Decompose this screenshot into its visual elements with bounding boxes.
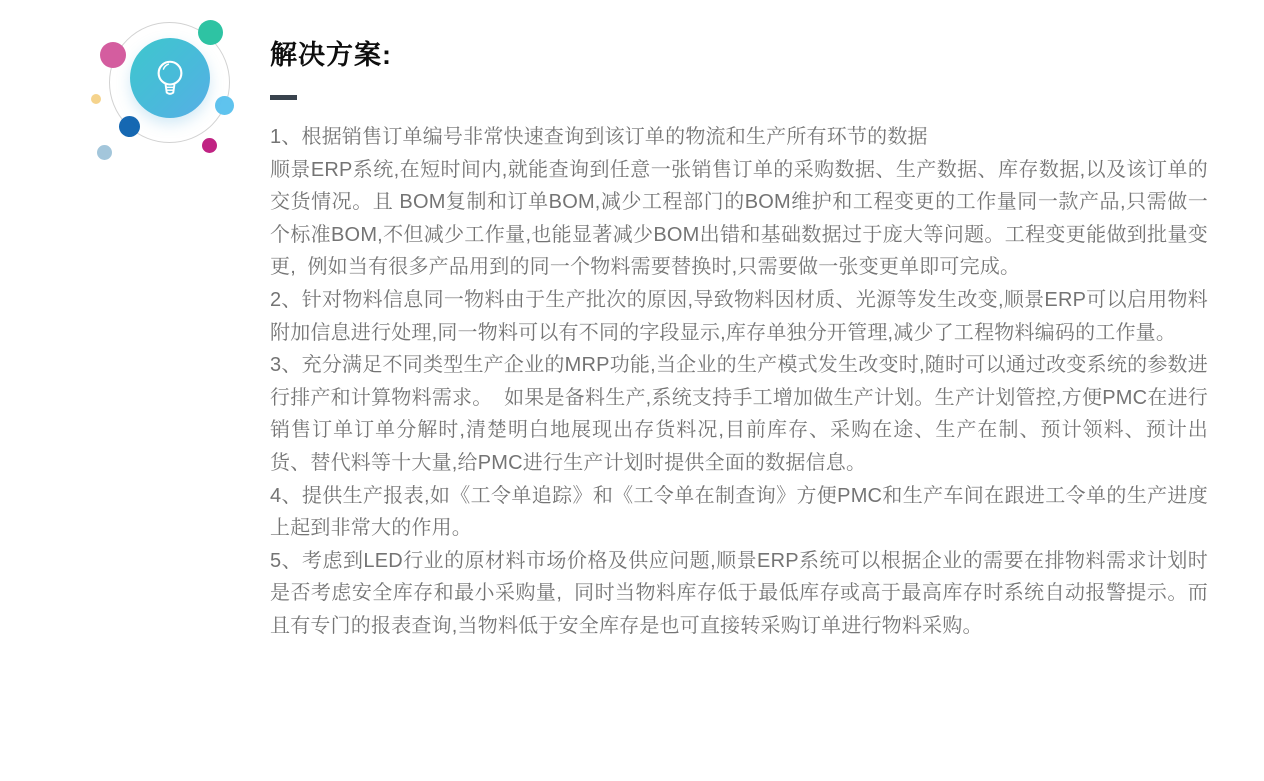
yellow-dot: [91, 94, 101, 104]
solution-paragraph: 5、考虑到LED行业的原材料市场价格及供应问题,顺景ERP系统可以根据企业的需要在排物料需求计划时是否考虑安全库存和最小采购量, 同时当物料库存低于最低库存或高于最高库存时系统自动报警提示。而且有专门的报表查询,当物料低于安全库存是也可直接转采购订单进行物料采购。: [270, 549, 1208, 637]
lightbulb-icon: [144, 52, 196, 104]
magenta-dot: [202, 138, 217, 153]
lightbulb-badge: [0, 0, 260, 180]
solution-paragraph: 3、充分满足不同类型生产企业的MRP功能,当企业的生产模式发生改变时,随时可以通过改变系统的参数进行排产和计算物料需求。 如果是备料生产,系统支持手工增加做生产计划。生产计划管控,方便PMC在进行销售订单订单分解时,清楚明白地展现出存货料况,目前库存、采购在途、生产在制、预计领料、预计出货、替代料等十大量,给PMC进行生产计划时提供全面的数据信息。: [270, 354, 1208, 474]
sky-blue-dot: [215, 96, 234, 115]
solution-paragraphs: [270, 121, 1208, 643]
solution-paragraph: 4、提供生产报表,如《工令单追踪》和《工令单在制查询》方便PMC和生产车间在跟进工令单的生产进度上起到非常大的作用。: [270, 484, 1208, 540]
steel-blue-dot: [97, 145, 112, 160]
solution-paragraph: 2、针对物料信息同一物料由于生产批次的原因,导致物料因材质、光源等发生改变,顺景ERP可以启用物料附加信息进行处理,同一物料可以有不同的字段显示,库存单独分开管理,减少了工程物料编码的工作量。: [270, 288, 1208, 344]
bulb-circle: [130, 38, 210, 118]
teal-dot: [198, 20, 223, 45]
dark-blue-dot: [119, 116, 140, 137]
solution-paragraph: 1、根据销售订单编号非常快速查询到该订单的物流和生产所有环节的数据: [270, 126, 928, 148]
page-title: 解决方案:: [270, 40, 392, 70]
solution-paragraph: 顺景ERP系统,在短时间内,就能查询到任意一张销售订单的采购数据、生产数据、库存数据,以及该订单的交货情况。且 BOM复制和订单BOM,减少工程部门的BOM维护和工程变更的工作量同一款产品,只需做一个标准BOM,不但减少工作量,也能显著减少BOM出错和基础数据过于庞大等问题。工程变更能做到批量变更, 例如当有很多产品用到的同一个物料需要替换时,只需要做一张变更单即可完成。: [270, 158, 1208, 279]
title-accent-bar: [270, 95, 297, 100]
solution-section: [270, 40, 1208, 643]
pink-dot: [100, 42, 126, 68]
